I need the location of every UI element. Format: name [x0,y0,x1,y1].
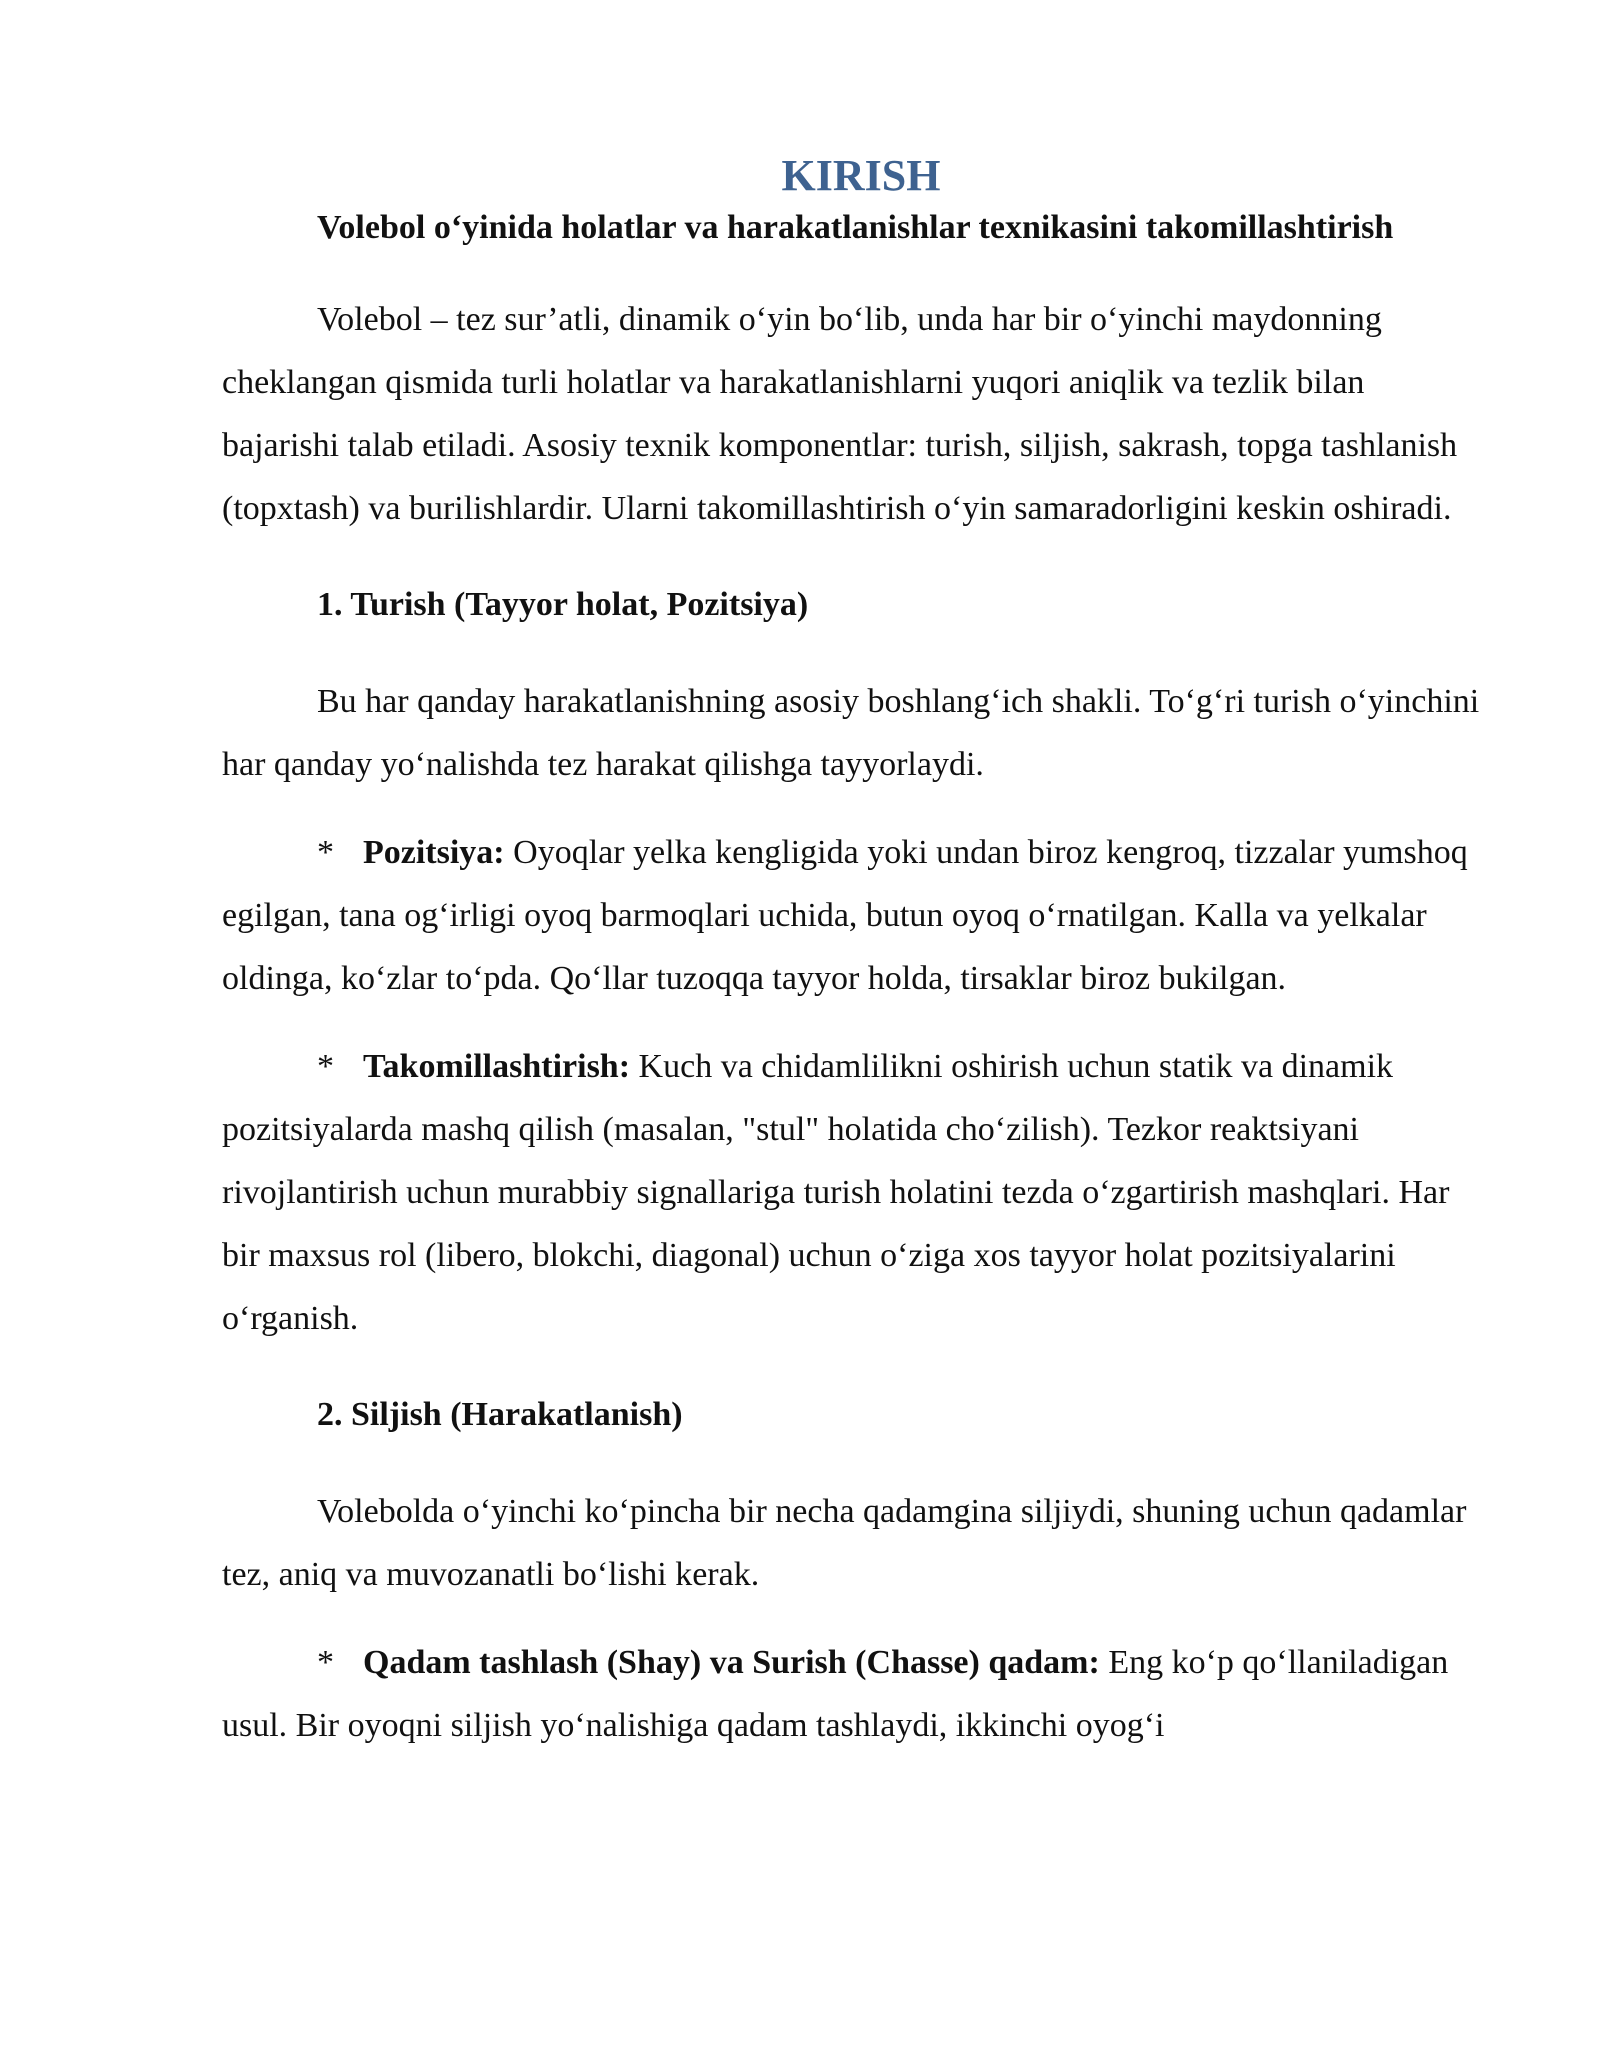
bullet-label: Pozitsiya: [363,834,505,871]
bullet-label: Takomillashtirish: [363,1048,631,1085]
section-1-heading: 1. Turish (Tayyor holat, Pozitsiya) [317,586,809,623]
section-2-bullet-qadam [222,1631,1484,1757]
bullet-text: Kuch va chidamlilikni oshirish uchun statik va dinamik pozitsiyalarda mashq qilish (masalan, "stul" holatida cho‘zilish). Tezkor reaktsiyani rivojlantirish uchun murabbiy signallariga turish holatini tezda o‘zgartirish mashqlari. Har bir maxsus rol (libero, blokchi, diagonal) uchun o‘ziga xos tayyor holat pozitsiyalarini o‘rganish. [222,1048,1450,1337]
bullet-marker: * [317,1644,334,1681]
bullet-text: Eng ko‘p qo‘llaniladigan usul. Bir oyoqni siljish yo‘nalishiga qadam tashlaydi, ikkinchi oyog‘i [222,1644,1449,1744]
bullet-marker: * [317,1048,334,1085]
document-subtitle: Volebol o‘yinida holatlar va harakatlanishlar texnikasini takomillashtirish [317,209,1394,246]
section-1-bullet-pozitsiya [222,821,1484,1010]
bullet-label: Qadam tashlash (Shay) va Surish (Chasse) qadam: [363,1644,1100,1681]
section-2-heading: 2. Siljish (Harakatlanish) [317,1396,683,1433]
intro-paragraph: Volebol – tez sur’atli, dinamik o‘yin bo‘lib, unda har bir o‘yinchi maydonning cheklangan qismida turli holatlar va harakatlanishlarni yuqori aniqlik va tezlik bilan bajarishi talab etiladi. Asosiy texnik komponentlar: turish, siljish, sakrash, topga tashlanish (topxtash) va burilishlardir. Ularni takomillashtirish o‘yin samaradorligini keskin oshiradi. [222,301,1458,527]
document-body [222,148,1484,1757]
document-title: KIRISH [781,151,941,200]
section-1-paragraph: Bu har qanday harakatlanishning asosiy boshlang‘ich shakli. To‘g‘ri turish o‘yinchini har qanday yo‘nalishda tez harakat qilishga tayyorlaydi. [222,683,1480,783]
section-2-paragraph: Volebolda o‘yinchi ko‘pincha bir necha qadamgina siljiydi, shuning uchun qadamlar tez, aniq va muvozanatli bo‘lishi kerak. [222,1493,1467,1593]
bullet-marker: * [317,834,334,871]
bullet-text: Oyoqlar yelka kengligida yoki undan biroz kengroq, tizzalar yumshoq egilgan, tana og‘irligi oyoq barmoqlari uchida, butun oyoq o‘rnatilgan. Kalla va yelkalar oldinga, ko‘zlar to‘pda. Qo‘llar tuzoqqa tayyor holda, tirsaklar biroz bukilgan. [222,834,1468,997]
section-1-bullet-takomillashtirish [222,1035,1484,1350]
